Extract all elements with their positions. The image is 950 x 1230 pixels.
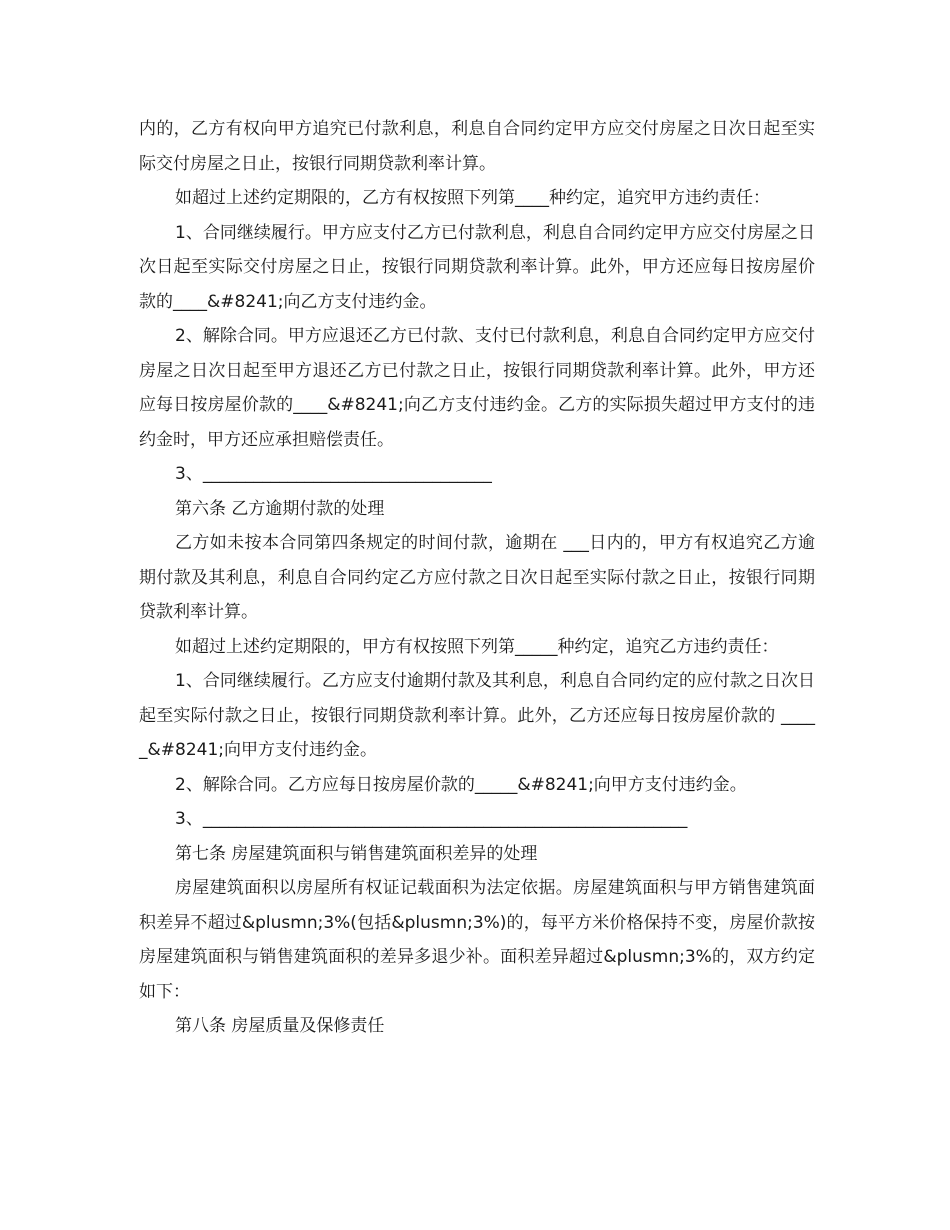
paragraph-buyer-other-blank: 3、_________________________________________________________ <box>175 809 688 829</box>
paragraph-buyer-continue-contract: 1、合同继续履行。乙方应支付逾期付款及其利息，利息自合同约定的应付款之日次日起至实际付款之日止，按银行同期贷款利率计算。此外，乙方还应每日按房屋价款的 _____&#8241;向甲方支付违约金。 <box>139 671 815 760</box>
paragraph-buyer-breach-options: 如超过上述约定期限的，甲方有权按照下列第_____种约定，追究乙方违约责任： <box>175 636 779 657</box>
paragraph-buyer-late-payment: 乙方如未按本合同第四条规定的时间付款，逾期在 ___日内的，甲方有权追究乙方逾期付款及其利息，利息自合同约定乙方应付款之日次日起至实际付款之日止，按银行同期贷款利率计算。 <box>139 533 815 622</box>
paragraph-seller-terminate-contract: 2、解除合同。甲方应退还乙方已付款、支付已付款利息，利息自合同约定甲方应交付房屋之日次日起至甲方退还乙方已付款之日止，按银行同期贷款利率计算。此外，甲方还应每日按房屋价款的____&#8241;向乙方支付违约金。乙方的实际损失超过甲方支付的违约金时，甲方还应承担赔偿责任。 <box>139 326 815 450</box>
paragraph-seller-other-blank: 3、__________________________________ <box>175 464 492 484</box>
heading-article-6: 第六条 乙方逾期付款的处理 <box>175 498 385 519</box>
heading-article-8: 第八条 房屋质量及保修责任 <box>175 1016 385 1036</box>
document-body <box>139 112 815 1044</box>
paragraph-area-difference: 房屋建筑面积以房屋所有权证记载面积为法定依据。房屋建筑面积与甲方销售建筑面积差异不超过&plusmn;3%(包括&plusmn;3%)的，每平方米价格保持不变，房屋价款按房屋建筑面积与销售建筑面积的差异多退少补。面积差异超过&plusmn;3%的，双方约定如下： <box>139 878 815 1002</box>
paragraph-buyer-terminate-contract: 2、解除合同。乙方应每日按房屋价款的_____&#8241;向甲方支付违约金。 <box>175 774 747 795</box>
heading-article-7: 第七条 房屋建筑面积与销售建筑面积差异的处理 <box>175 843 538 864</box>
paragraph-seller-continue-contract: 1、合同继续履行。甲方应支付乙方已付款利息，利息自合同约定甲方应交付房屋之日次日起至实际交付房屋之日止，按银行同期贷款利率计算。此外，甲方还应每日按房屋价款的____&#8241;向乙方支付违约金。 <box>139 222 815 312</box>
paragraph-delivery-interest: 内的，乙方有权向甲方追究已付款利息，利息自合同约定甲方应交付房屋之日次日起至实际交付房屋之日止，按银行同期贷款利率计算。 <box>139 119 815 174</box>
paragraph-seller-breach-options: 如超过上述约定期限的，乙方有权按照下列第____种约定，追究甲方违约责任： <box>175 188 770 208</box>
